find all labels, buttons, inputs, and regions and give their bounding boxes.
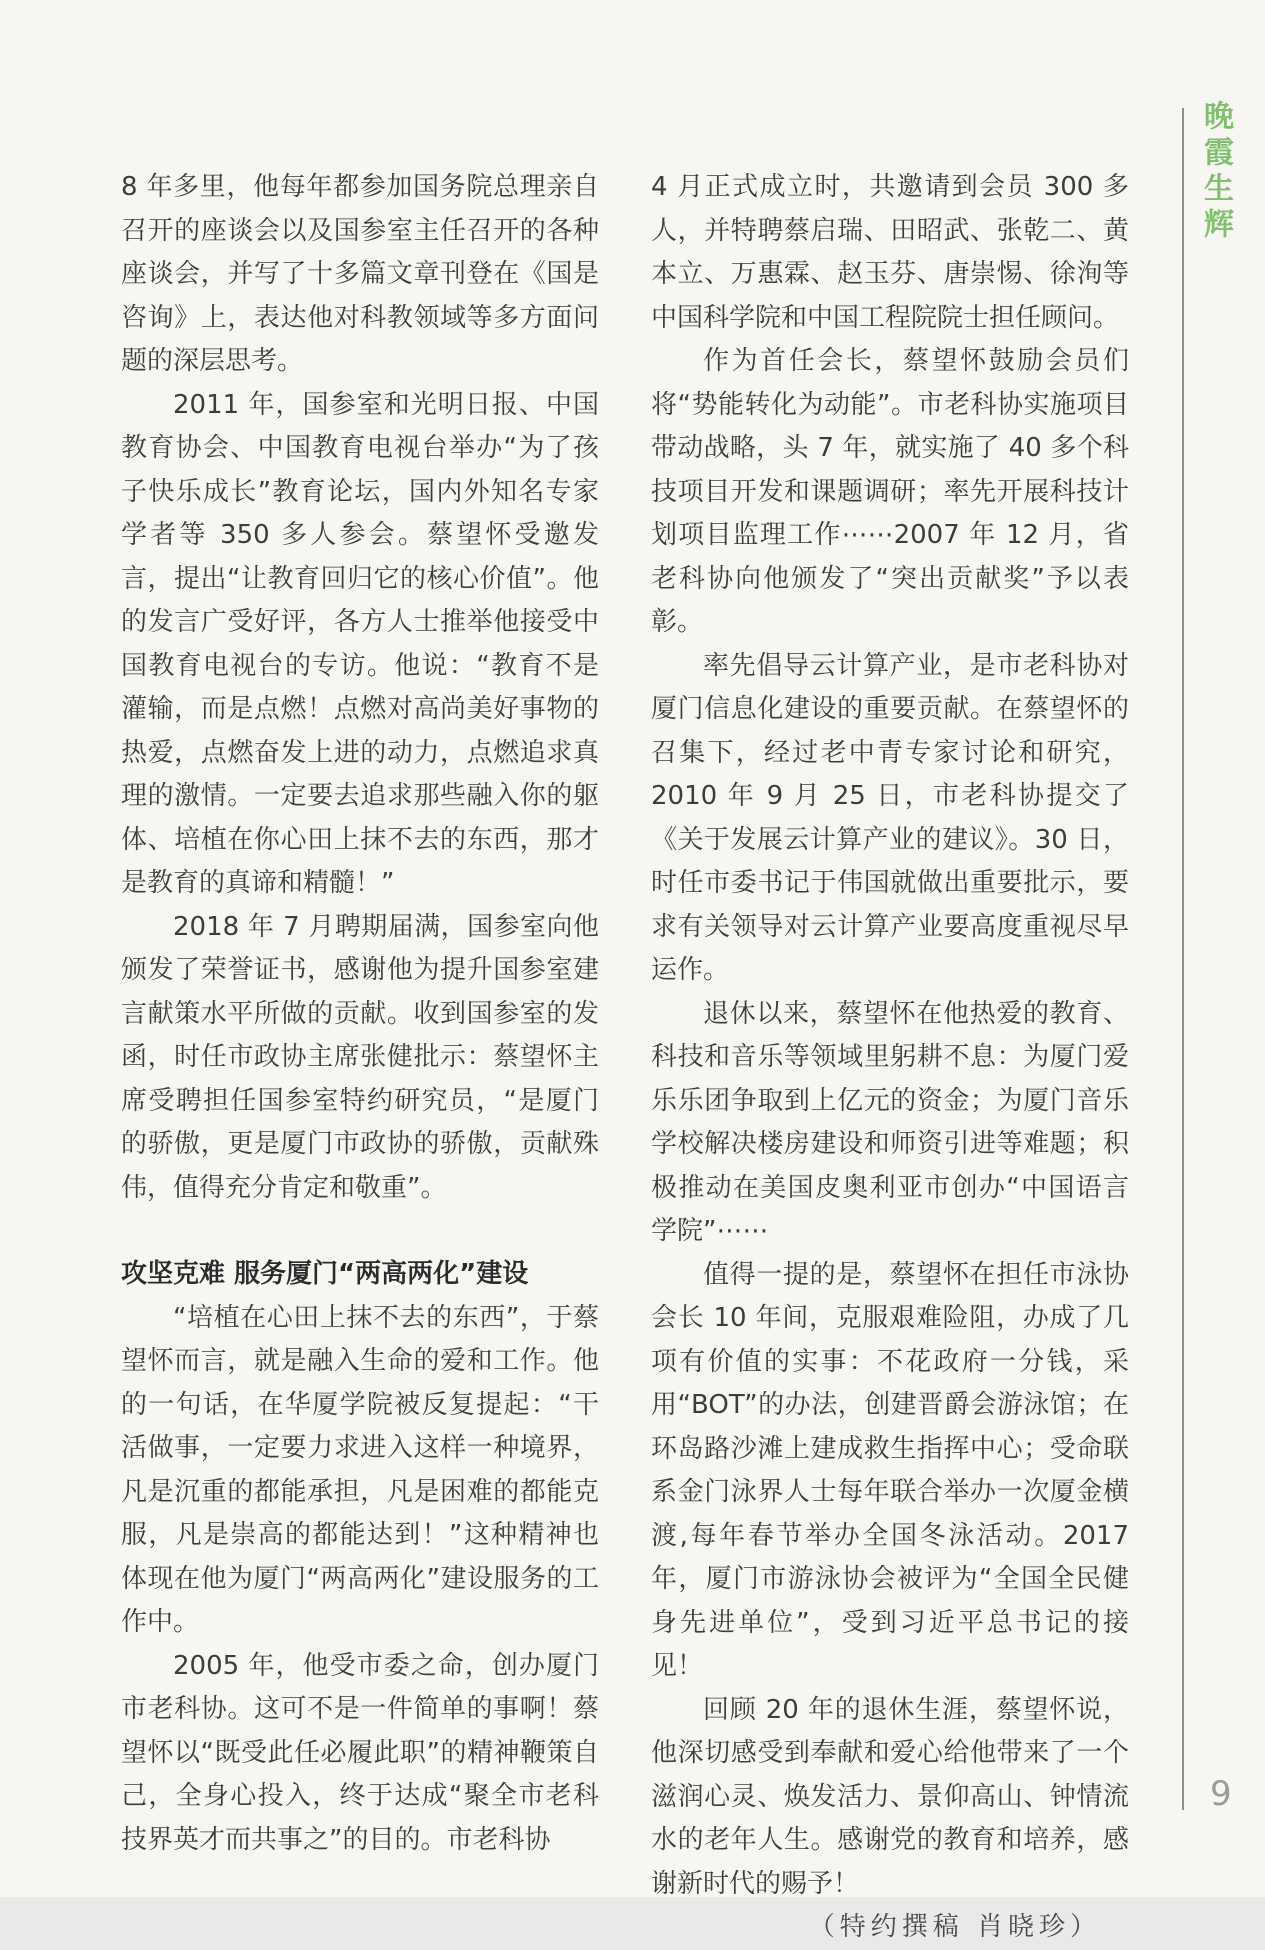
magazine-section-title: 晚霞生辉: [1198, 100, 1233, 244]
paragraph: 值得一提的是，蔡望怀在担任市泳协会长 10 年间，克服艰难险阻，办成了几项有价值的实事：不花政府一分钱，采用“BOT”的办法，创建晋爵会游泳馆；在环岛路沙滩上建成救生指挥中心；受命联系金门泳界人士每年联合举办一次厦金横渡,每年春节举办全国冬泳活动。2017 年，厦门市游泳协会被评为“全国全民健身先进单位”，受到习近平总书记的接见！: [651, 1259, 1129, 1681]
article-right-column: [651, 166, 1129, 1950]
article-left-column: [121, 166, 599, 1862]
paragraph: 2018 年 7 月聘期届满，国参室向他颁发了荣誉证书，感谢他为提升国参室建言献策水平所做的贡献。收到国参室的发函，时任市政协主席张健批示：蔡望怀主席受聘担任国参室特约研究员，“是厦门的骄傲，更是厦门市政协的骄傲，贡献殊伟，值得充分肯定和敬重”。: [121, 911, 599, 1203]
paragraph: 2005 年，他受市委之命，创办厦门市老科协。这可不是一件简单的事啊！蔡望怀以“既受此任必履此职”的精神鞭策自己，全身心投入，终于达成“聚全市老科技界英才而共事之”的目的。市老科协: [121, 1650, 599, 1855]
paragraph: 4 月正式成立时，共邀请到会员 300 多人，并特聘蔡启瑞、田昭武、张乾二、黄本立、万惠霖、赵玉芬、唐崇惕、徐洵等中国科学院和中国工程院院士担任顾问。: [651, 172, 1129, 333]
margin-divider-rule: [1182, 108, 1184, 1810]
paragraph: 率先倡导云计算产业，是市老科协对厦门信息化建设的重要贡献。在蔡望怀的召集下，经过老中青专家讨论和研究，2010 年 9 月 25 日，市老科协提交了《关于发展云计算产业的建议》。30 日，时任市委书记于伟国就做出重要批示，要求有关领导对云计算产业要高度重视尽早运作。: [651, 650, 1129, 985]
byline: （特约撰稿 肖晓珍）: [808, 1912, 1101, 1942]
page-number: 9: [1210, 1774, 1232, 1814]
paragraph: “培植在心田上抹不去的东西”，于蔡望怀而言，就是融入生命的爱和工作。他的一句话，在华厦学院被反复提起：“干活做事，一定要力求进入这样一种境界，凡是沉重的都能承担，凡是困难的都能克服，凡是崇高的都能达到！”这种精神也体现在他为厦门“两高两化”建设服务的工作中。: [121, 1302, 599, 1637]
section-heading: 攻坚克难 服务厦门“两高两化”建设: [121, 1259, 529, 1289]
paragraph: 作为首任会长，蔡望怀鼓励会员们将“势能转化为动能”。市老科协实施项目带动战略，头 7 年，就实施了 40 多个科技项目开发和课题调研；率先开展科技计划项目监理工作⋯⋯2007 年 12 月，省老科协向他颁发了“突出贡献奖”予以表彰。: [651, 346, 1129, 637]
paragraph: 8 年多里，他每年都参加国务院总理亲自召开的座谈会以及国参室主任召开的各种座谈会，并写了十多篇文章刊登在《国是咨询》上，表达他对科教领域等多方面问题的深层思考。: [121, 172, 599, 376]
paragraph: 2011 年，国参室和光明日报、中国教育协会、中国教育电视台举办“为了孩子快乐成长”教育论坛，国内外知名专家学者等 350 多人参会。蔡望怀受邀发言，提出“让教育回归它的核心价值”。他的发言广受好评，各方人士推举他接受中国教育电视台的专访。他说：“教育不是灌输，而是点燃！点燃对高尚美好事物的热爱，点燃奋发上进的动力，点燃追求真理的激情。一定要去追求那些融入你的躯体、培植在你心田上抹不去的东西，那才是教育的真谛和精髓！”: [121, 389, 599, 898]
paragraph: 退休以来，蔡望怀在他热爱的教育、科技和音乐等领域里躬耕不息：为厦门爱乐乐团争取到上亿元的资金；为厦门音乐学校解决楼房建设和师资引进等难题；积极推动在美国皮奥利亚市创办“中国语言学院”⋯⋯: [651, 998, 1129, 1246]
paragraph: 回顾 20 年的退休生涯，蔡望怀说，他深切感受到奉献和爱心给他带来了一个滋润心灵、焕发活力、景仰高山、钟情流水的老年人生。感谢党的教育和培养，感谢新时代的赐予！: [651, 1694, 1129, 1899]
